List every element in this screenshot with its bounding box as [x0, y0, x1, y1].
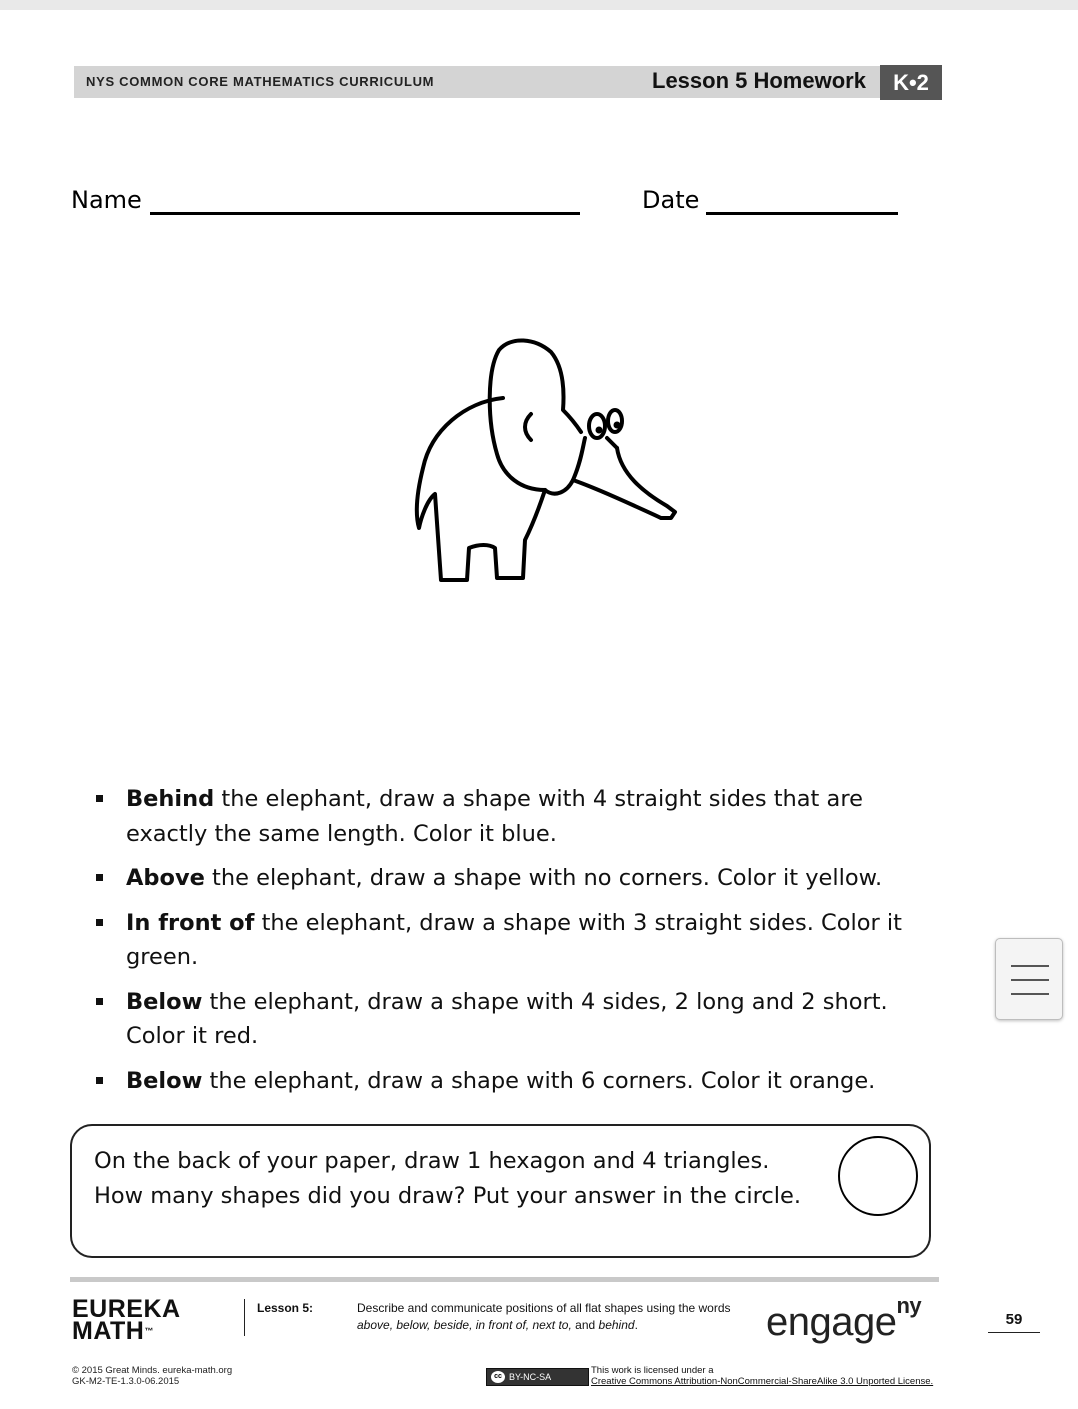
hamburger-icon	[1011, 965, 1049, 967]
engageny-logo: engage$^{ny}$	[766, 1292, 922, 1344]
task-line-2: How many shapes did you draw? Put your answer in the circle.	[94, 1182, 802, 1209]
copyright: © 2015 Great Minds. eureka-math.org GK-M2-TE-1.3.0-06.2015	[72, 1365, 233, 1387]
task-line-1: On the back of your paper, draw 1 hexagon and 4 triangles.	[94, 1148, 770, 1174]
menu-button[interactable]	[995, 938, 1063, 1020]
name-field[interactable]	[150, 212, 580, 215]
license-text: This work is licensed under a Creative Commons Attribution-NonCommercial-ShareAlike 3.0 Unported License.	[591, 1365, 934, 1387]
lesson-title: Lesson 5 Homework	[652, 68, 866, 93]
logo-line-1: EUREKA	[72, 1295, 181, 1323]
name-label: Name	[71, 186, 142, 214]
footer-lesson-description: Describe and communicate positions of all flat shapes using the words above, below, beside, in front of, next to, and behind.	[357, 1301, 731, 1332]
footer-lesson-label: Lesson 5:	[257, 1301, 314, 1315]
bullet-icon	[96, 1077, 103, 1084]
instruction-text: the elephant, draw a shape with 3 straight sides. Color it green.	[126, 909, 902, 970]
instruction-text: the elephant, draw a shape with 4 sides, 2 long and 2 short. Color it red.	[126, 988, 888, 1049]
footer-rule	[70, 1277, 939, 1282]
instruction-keyword: Below	[126, 988, 203, 1015]
grade-badge: K•2	[880, 65, 942, 100]
footer-divider	[244, 1299, 245, 1336]
task-text	[94, 1144, 801, 1213]
instruction-text: the elephant, draw a shape with 6 corners. Color it orange.	[202, 1067, 876, 1094]
date-label: Date	[642, 186, 700, 214]
instruction-item	[96, 906, 926, 975]
bullet-icon	[96, 795, 103, 802]
answer-circle[interactable]	[838, 1136, 918, 1216]
bullet-icon	[96, 874, 103, 881]
page-number: 59	[988, 1311, 1040, 1333]
instruction-item	[96, 985, 926, 1054]
license-link[interactable]: Creative Commons Attribution-NonCommercial-ShareAlike 3.0 Unported License.	[591, 1376, 934, 1387]
curriculum-title: NYS COMMON CORE MATHEMATICS CURRICULUM	[86, 74, 435, 89]
instruction-keyword: In front of	[126, 909, 255, 936]
instruction-keyword: Behind	[126, 786, 215, 812]
bullet-icon	[96, 998, 103, 1005]
top-strip	[0, 0, 1078, 10]
cc-icon: cc	[491, 1371, 505, 1383]
instruction-keyword: Above	[126, 865, 205, 891]
instruction-keyword: Below	[126, 1067, 203, 1094]
bullet-icon	[96, 919, 103, 926]
elephant-illustration	[395, 330, 695, 592]
instruction-text: the elephant, draw a shape with 4 straight sides that are exactly the same length. Color it blue.	[126, 786, 863, 847]
instruction-item	[96, 861, 926, 896]
cc-license-badge[interactable]: cc BY-NC-SA	[486, 1368, 589, 1386]
instruction-item	[96, 1064, 926, 1099]
logo-line-2: MATH™	[72, 1317, 154, 1345]
instructions-list	[96, 782, 926, 1108]
instruction-text: the elephant, draw a shape with no corners. Color it yellow.	[204, 865, 883, 891]
eureka-math-logo	[72, 1295, 181, 1345]
date-field[interactable]	[706, 212, 898, 215]
instruction-item	[96, 782, 926, 851]
